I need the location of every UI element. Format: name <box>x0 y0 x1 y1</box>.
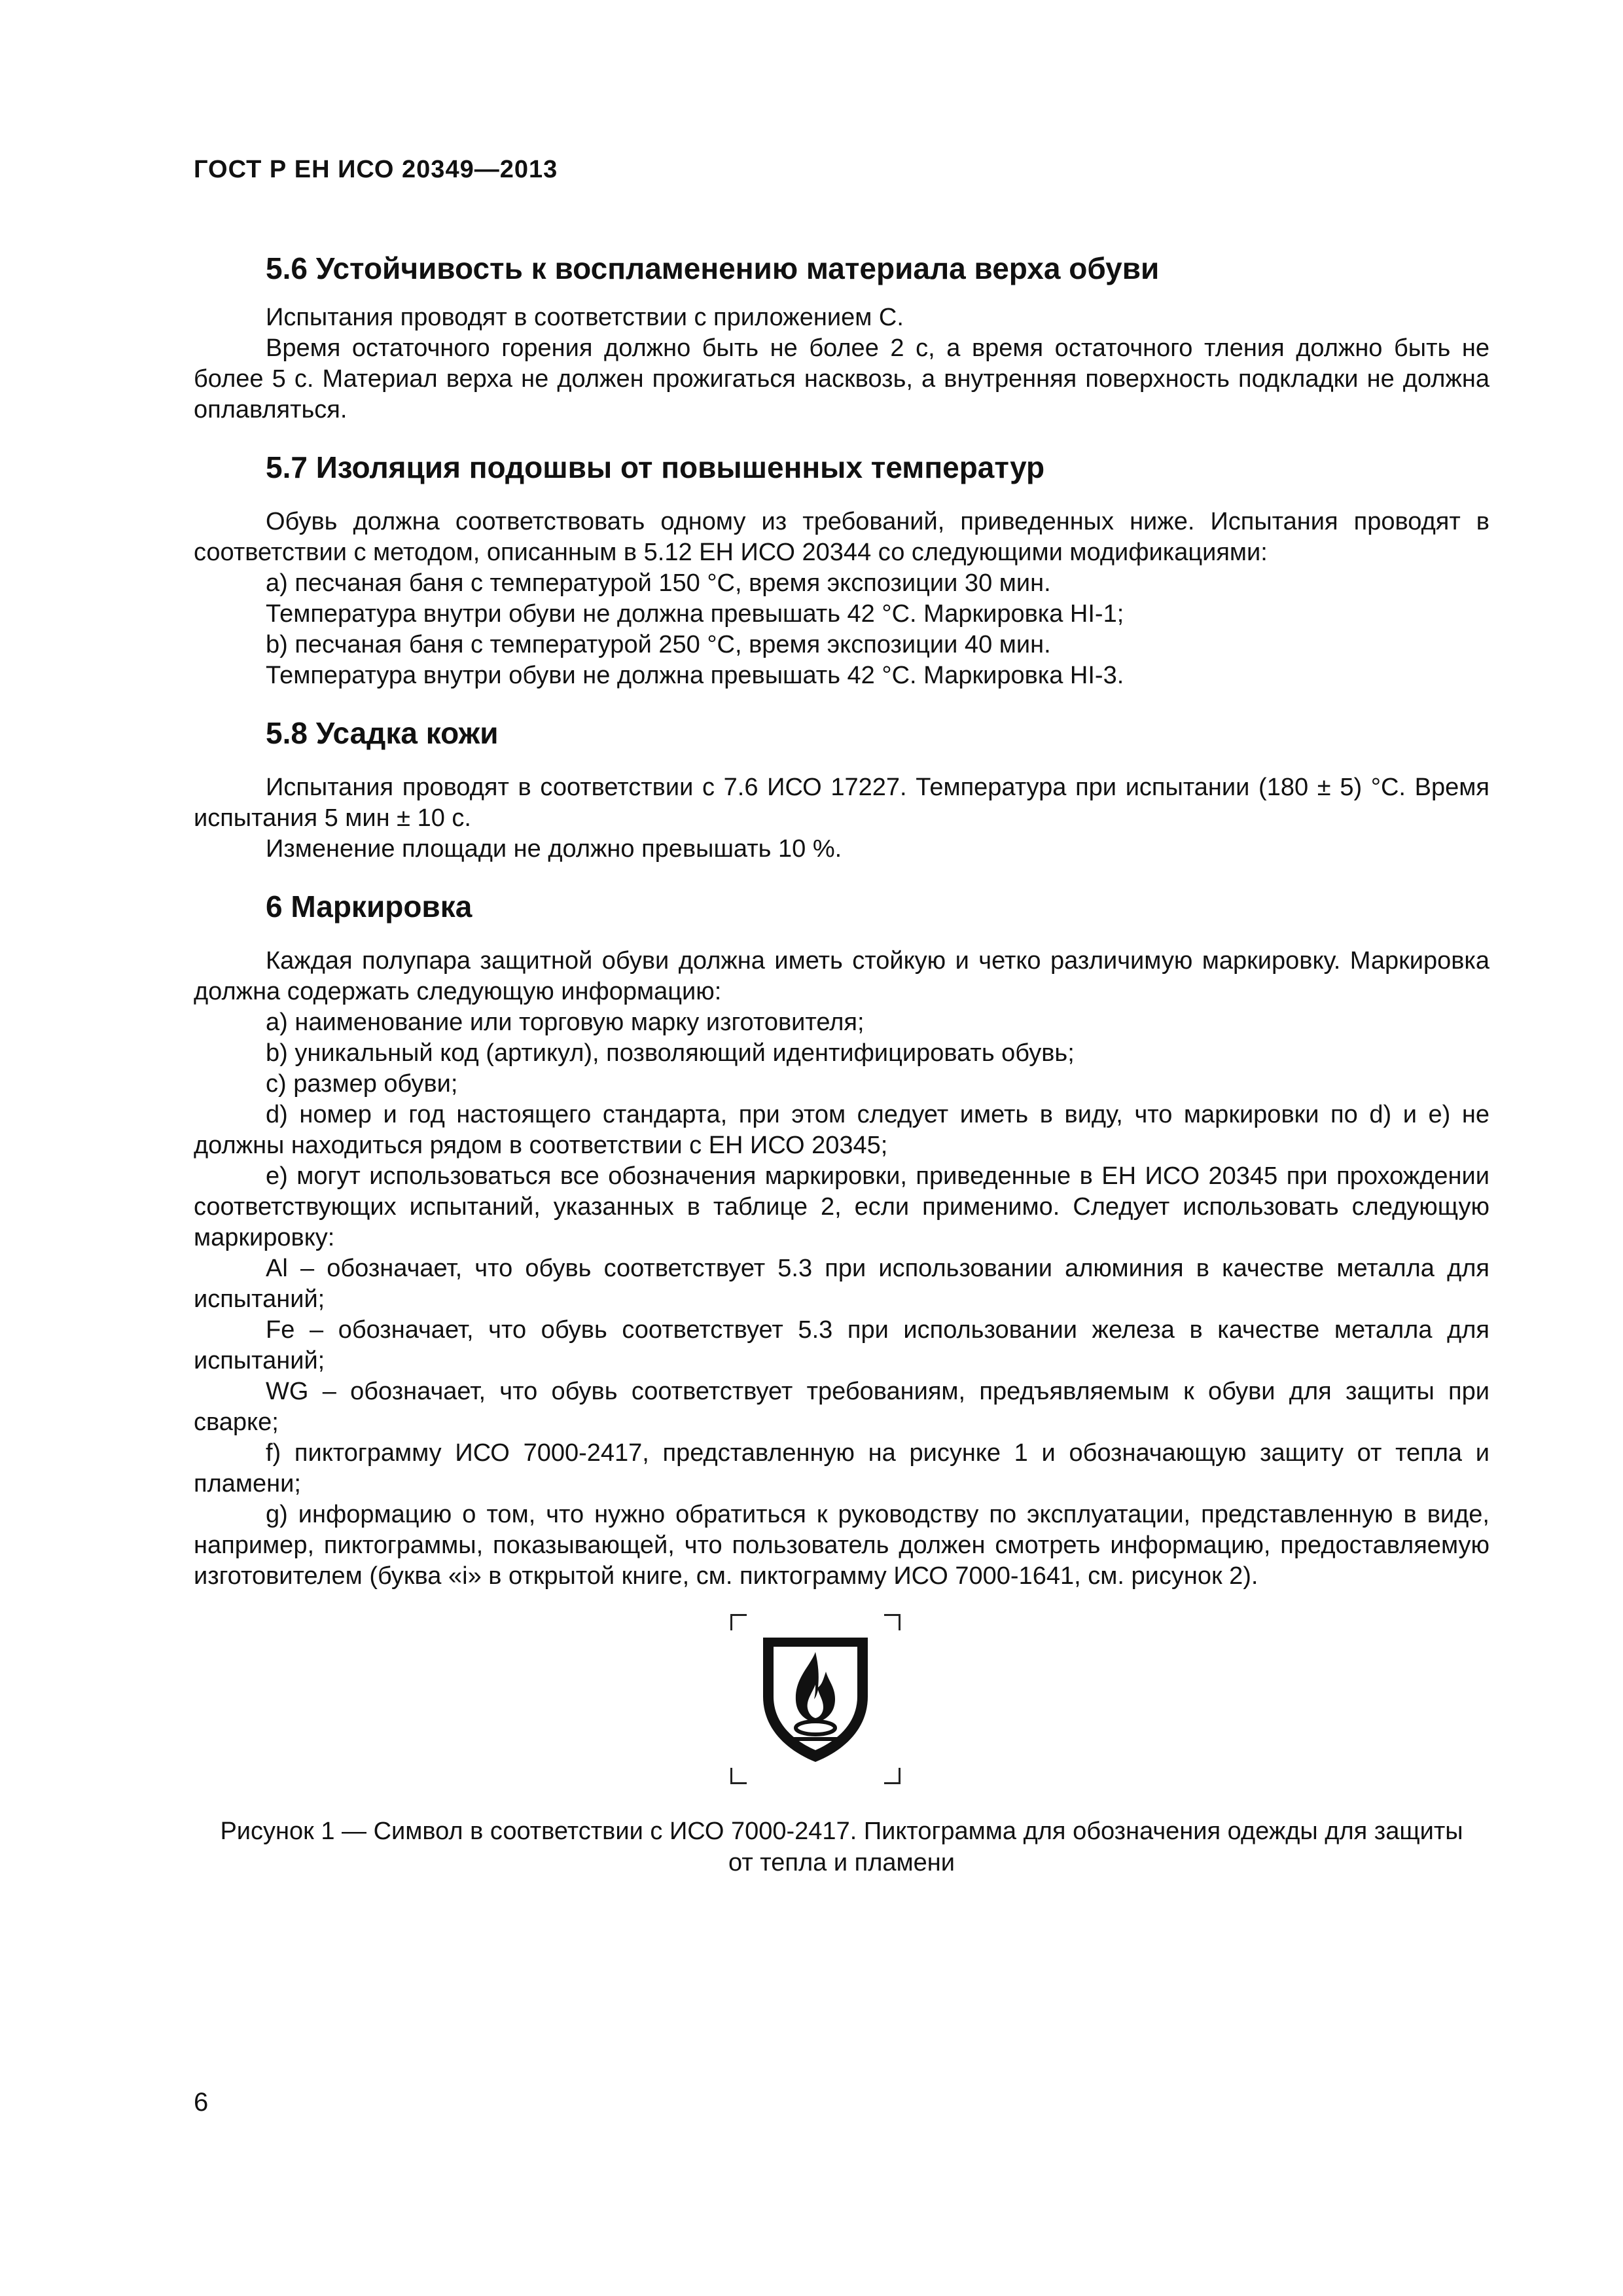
section-6-marking-al: Al – обозначает, что обувь соответствует 5.3 при использовании алюминия в качестве металла для испытаний; <box>194 1255 1489 1313</box>
section-6-item-b: b) уникальный код (артикул), позволяющий идентифицировать обувь; <box>266 1039 1075 1067</box>
section-6-item-f: f) пиктограмму ИСО 7000-2417, представленную на рисунке 1 и обозначающую защиту от тепла и пламени; <box>194 1439 1489 1498</box>
figure-1 <box>730 1614 901 1784</box>
section-5-6-paragraph-1: Испытания проводят в соответствии с приложением С. <box>266 304 904 331</box>
section-6-item-e: е) могут использоваться все обозначения маркировки, приведенные в ЕН ИСО 20345 при прохождении соответствующих испытаний, указанных в таблице 2, если применимо. Следует использовать следующую маркировку: <box>194 1162 1489 1251</box>
section-6-item-a: а) наименование или торговую марку изготовителя; <box>266 1009 865 1036</box>
section-5-8-paragraph-2: Изменение площади не должно превышать 10 %. <box>266 835 842 863</box>
section-5-7-title: 5.7 Изоляция подошвы от повышенных температур <box>266 450 1045 484</box>
section-6-marking-wg: WG – обозначает, что обувь соответствует требованиям, предъявляемым к обуви для защиты при сварке; <box>194 1378 1489 1436</box>
page-number: 6 <box>194 2088 209 2117</box>
heat-flame-shield-icon <box>758 1632 873 1766</box>
section-6-title: 6 Маркировка <box>266 889 473 924</box>
section-6-item-c: с) размер обуви; <box>266 1070 458 1098</box>
section-6-paragraph-1: Каждая полупара защитной обуви должна иметь стойкую и четко различимую маркировку. Маркировка должна содержать следующую информацию: <box>194 947 1489 1005</box>
figure-1-caption: Рисунок 1 — Символ в соответствии с ИСО 7000-2417. Пиктограмма для обозначения одежды для защиты от тепла и пламени <box>220 1818 1463 1876</box>
section-5-7-paragraph-1: Обувь должна соответствовать одному из требований, приведенных ниже. Испытания проводят в соответствии с методом, описанным в 5.12 ЕН ИСО 20344 со следующими модификациями: <box>194 508 1489 566</box>
section-5-8-paragraph-1: Испытания проводят в соответствии с 7.6 ИСО 17227. Температура при испытании (180 ± 5) °С. Время испытания 5 мин ± 10 с. <box>194 774 1489 832</box>
section-6-item-g: g) информацию о том, что нужно обратиться к руководству по эксплуатации, представленную в виде, например, пиктограммы, показывающей, что пользователь должен смотреть информацию, предоставляемую изготовителем (буква «i» в открытой книге, см. пиктограмму ИСО 7000-1641, см. рисунок 2). <box>194 1501 1489 1590</box>
document-body <box>194 249 1489 1878</box>
section-5-7-item-b-note: Температура внутри обуви не должна превышать 42 °С. Маркировка HI-3. <box>266 662 1124 689</box>
section-5-7-item-b: b) песчаная баня с температурой 250 °С, время экспозиции 40 мин. <box>266 631 1051 658</box>
section-6-item-d: d) номер и год настоящего стандарта, при этом следует иметь в виду, что маркировки по d) и е) не должны находиться рядом в соответствии с ЕН ИСО 20345; <box>194 1101 1489 1159</box>
section-5-6-title: 5.6 Устойчивость к воспламенению материала верха обуви <box>266 251 1160 285</box>
section-6-marking-fe: Fe – обозначает, что обувь соответствует 5.3 при использовании железа в качестве металла для испытаний; <box>194 1316 1489 1374</box>
section-5-8-title: 5.8 Усадка кожи <box>266 716 499 750</box>
section-5-7-item-a-note: Температура внутри обуви не должна превышать 42 °С. Маркировка HI-1; <box>266 600 1124 628</box>
section-5-7-item-a: а) песчаная баня с температурой 150 °С, время экспозиции 30 мин. <box>266 569 1051 597</box>
document-header: ГОСТ Р ЕН ИСО 20349—2013 <box>194 156 558 183</box>
section-5-6-paragraph-2: Время остаточного горения должно быть не более 2 с, а время остаточного тления должно быть не более 5 с. Материал верха не должен прожигаться насквозь, а внутренняя поверхность подкладки не должна оплавляться. <box>194 334 1489 423</box>
